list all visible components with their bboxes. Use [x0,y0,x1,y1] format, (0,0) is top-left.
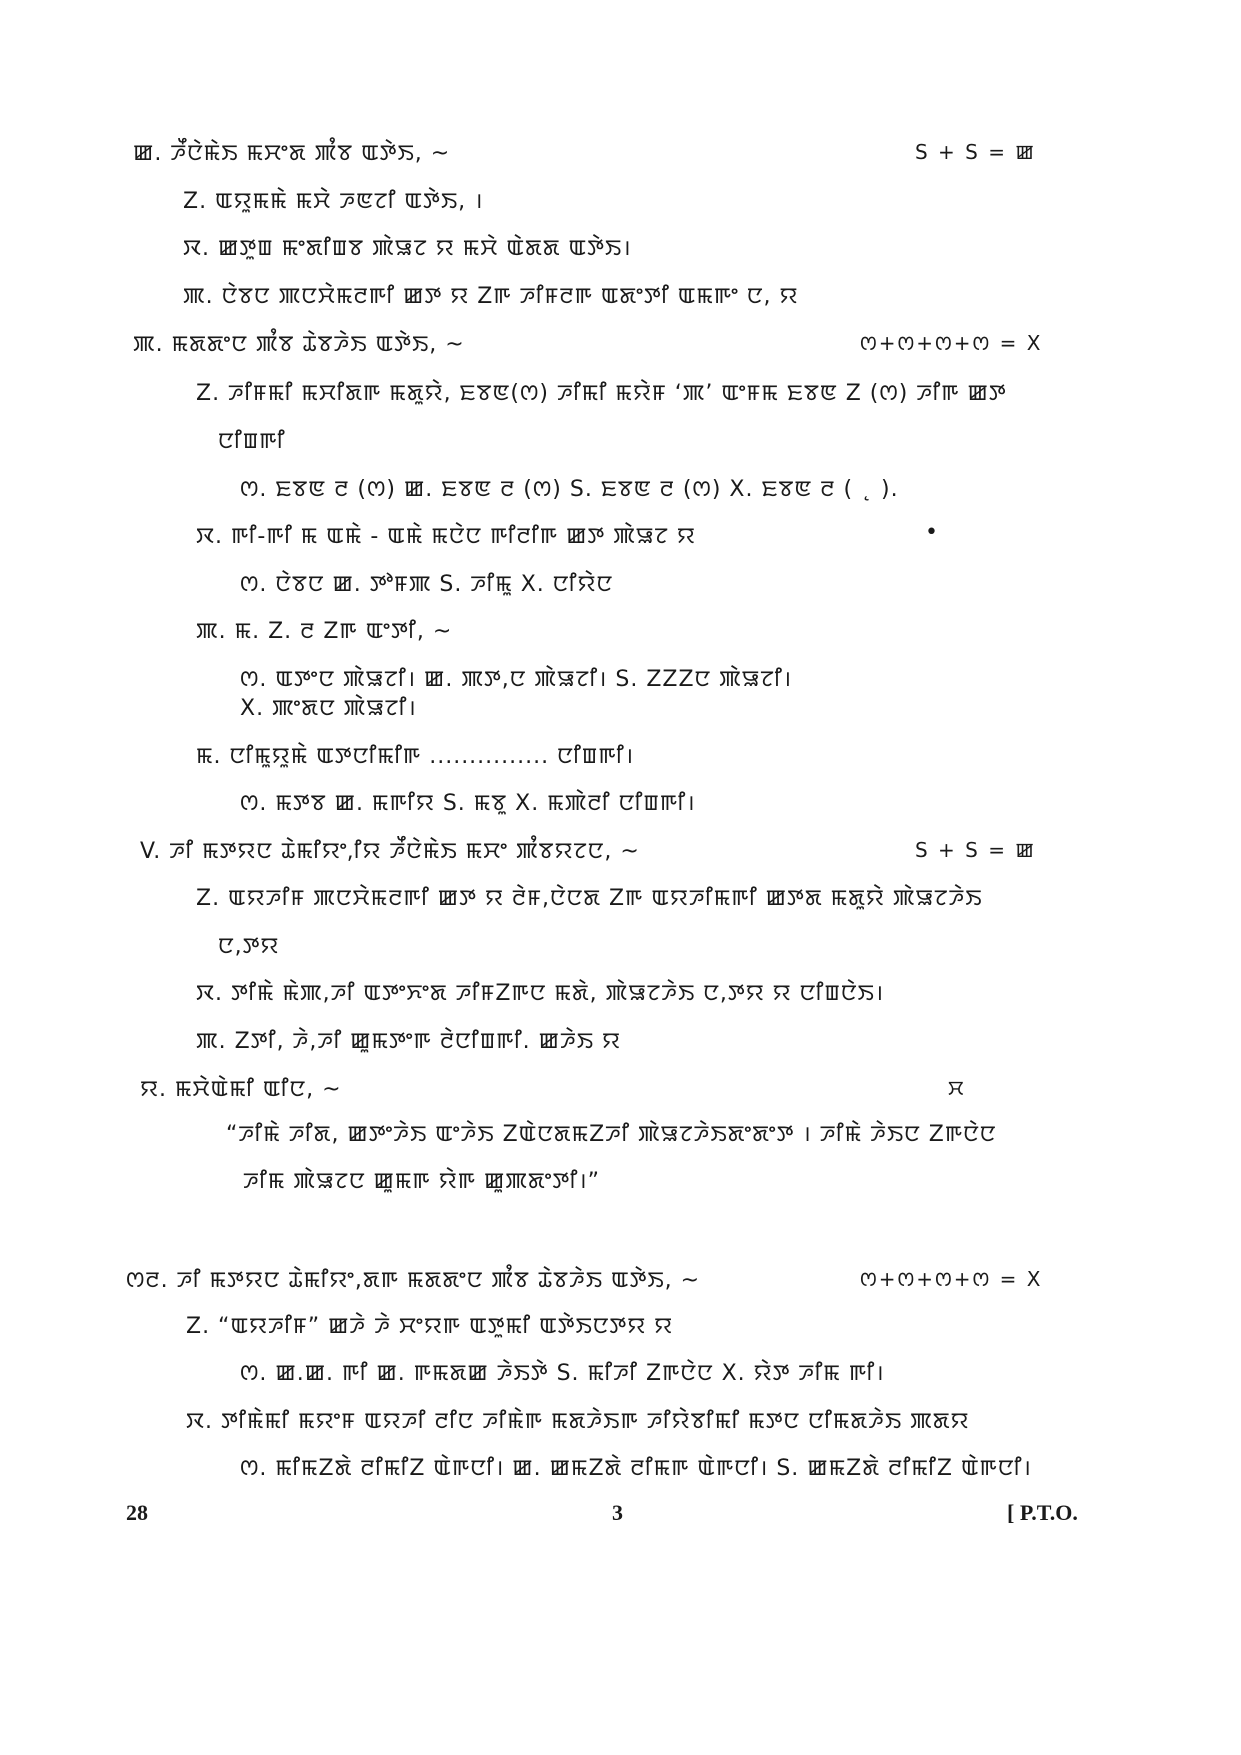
q8-sub1-options: ꯁ. ꯐꯕꯟ ꯂ (ꯁ) ꯀ. ꯐꯕꯟ ꯂ (ꯁ) S. ꯐꯕꯟ ꯂ (ꯁ) X. ꯐꯕꯟ ꯂ ( ˛ ). [240,477,899,502]
q6-prompt: ꯀ. ꯍꯩꯅꯥꯃꯥꯏ ꯃꯆꯦꯗ ꯄꯪꯕ ꯑꯇꯥꯏ, ~ [133,141,451,166]
q10-sub1: Z. “ꯑꯌꯍꯤꯝ” ꯀꯍꯥ ꯍꯥ ꯆꯦꯌꯒ ꯑꯇꯨꯃꯤ ꯑꯇꯥꯏꯅꯇꯌ ꯌ [186,1314,674,1339]
q8-sub1: Z. ꯍꯤꯝꯃꯤ ꯃꯆꯤꯗꯒ ꯃꯗꯨꯌꯥ, ꯐꯕꯟ(ꯁ) ꯍꯤꯃꯤ ꯃꯌꯥꯝ ‘ꯄ’ ꯑꯦꯝꯃ ꯐꯕꯟ Z (ꯁ) ꯍꯤꯒ ꯀꯇ [196,381,1007,406]
q5-marks: S + S = ꯀ [915,838,1036,862]
q10-marks: ꯁ+ꯁ+ꯁ+ꯁ = X [860,1267,1043,1291]
q8-sub2-options: ꯁ. ꯅꯥꯕꯅ ꯀ. ꯇꯣꯝꯄ S. ꯍꯤꯃꯨ X. ꯅꯤꯌꯥꯅ [240,572,614,597]
q10-prompt: ꯁꯂ. ꯍꯤ ꯃꯇꯌꯅ ꯊꯥꯃꯤꯌꯦ,ꯗꯒ ꯃꯗꯗꯦꯅ ꯄꯪꯕ ꯊꯥꯕꯍꯥꯏ ꯑꯇꯥꯏ, ~ [126,1268,701,1293]
footer-code: 28 [126,1500,148,1525]
q10-sub2-options: ꯁ. ꯃꯤꯃZꯗꯥ ꯂꯤꯃꯤZ ꯑꯥꯒꯅꯤ। ꯀ. ꯀꯃZꯗꯥ ꯂꯤꯃꯒ ꯑꯥꯒꯅꯤ। S. ꯀꯃZꯗꯥ ꯂꯤꯃꯤZ ꯑꯥꯒꯅꯤ। [240,1456,1032,1481]
q8-prompt: ꯄ. ꯃꯗꯗꯦꯅ ꯄꯪꯕ ꯊꯥꯕꯍꯥꯏ ꯑꯇꯥꯏ, ~ [133,332,465,357]
q8-sub2: ꯋ. ꯒꯤ-ꯒꯤ ꯃ ꯑꯃꯥ - ꯑꯃꯥ ꯃꯅꯥꯅ ꯒꯤꯂꯤꯒ ꯀꯇ ꯄꯥꯎꯖ ꯌ [196,524,696,549]
q8-sub2-bullet: • [925,520,939,545]
q8-marks: ꯁ+ꯁ+ꯁ+ꯁ = X [860,331,1043,355]
q8-sub3-options-1: ꯁ. ꯑꯇꯦꯅ ꯄꯥꯎꯖꯤ। ꯀ. ꯄꯇ,ꯅ ꯄꯥꯎꯖꯤ। S. ZZZꯅ ꯄꯥꯎꯖꯤ। [240,667,793,692]
q6-item-2: ꯋ. ꯀꯇꯨꯡ ꯃꯦꯗꯤꯡꯕ ꯄꯥꯎꯖ ꯌ ꯃꯆꯥ ꯑꯥꯗꯗ ꯑꯇꯥꯏ। [183,236,632,261]
q8-sub3: ꯄ. ꯃ. Z. ꯂ Zꯒ ꯑꯦꯇꯤ, ~ [196,619,453,644]
q5-item-1: Z. ꯑꯌꯍꯤꯝ ꯄꯅꯆꯥꯃꯂꯒꯤ ꯀꯇ ꯌ ꯂꯥꯝ,ꯅꯥꯅꯗ Zꯒ ꯑꯌꯍꯤꯃꯒꯤ ꯀꯇꯗ ꯃꯗꯨꯌꯥ ꯄꯥꯎꯖꯍꯥꯏ [196,886,983,911]
q6-item-3: ꯄ. ꯅꯥꯕꯅ ꯄꯅꯆꯥꯃꯂꯒꯤ ꯀꯇ ꯌ Zꯒ ꯍꯤꯝꯂꯒ ꯑꯗꯦꯇꯤ ꯑꯃꯒꯦ ꯅ, ꯌ [183,284,799,309]
page-number: 3 [612,1500,623,1525]
q6-marks: S + S = ꯀ [915,140,1036,164]
pto-label: [ P.T.O. [1007,1500,1078,1525]
q10-sub2: ꯋ. ꯇꯤꯃꯥꯃꯤ ꯃꯌꯦꯝ ꯑꯌꯍꯤ ꯂꯤꯅ ꯍꯤꯃꯥꯒ ꯃꯗꯍꯥꯏꯒ ꯍꯤꯌꯥꯕꯤꯃꯤ ꯃꯇꯅ ꯅꯤꯃꯗꯍꯥꯏ ꯄꯗꯌ [186,1409,970,1434]
q5-item-1-cont: ꯅ,ꯇꯌ [218,934,280,959]
q5-item-2: ꯋ. ꯇꯤꯃꯥ ꯃꯥꯄ,ꯍꯤ ꯑꯇꯦꯈꯦꯗ ꯍꯤꯝZꯒꯅ ꯃꯗꯥ, ꯄꯥꯎꯖꯍꯥꯏ ꯅ,ꯇꯌ ꯌ ꯅꯤꯡꯅꯥꯏ। [196,981,885,1006]
q5-item-3: ꯄ. Zꯇꯤ, ꯍꯥ,ꯍꯤ ꯀꯨꯃꯇꯦꯒ ꯂꯥꯅꯤꯡꯒꯤ. ꯀꯍꯥꯏ ꯌ [196,1029,622,1054]
q6-item-1: Z. ꯑꯌꯨꯃꯃꯥ ꯃꯆꯥ ꯍꯟꯖꯤ ꯑꯇꯥꯏ, । [183,189,484,214]
q10-sub1-options: ꯁ. ꯀ.ꯀ. ꯒꯤ ꯀ. ꯒꯃꯗꯀ ꯍꯥꯏꯇꯥ S. ꯃꯤꯍꯤ Zꯒꯅꯥꯅ X. ꯌꯥꯇ ꯍꯤꯃ ꯒꯤ। [240,1361,885,1386]
q8-sub4-options: ꯁ. ꯃꯇꯕ ꯀ. ꯃꯒꯤꯌ S. ꯃꯕꯨ X. ꯃꯄꯥꯂꯤ ꯅꯤꯡꯒꯤ। [240,791,696,816]
q7-prompt: ꯌ. ꯃꯆꯥꯑꯥꯃꯤ ꯑꯤꯅ, ~ [140,1077,342,1102]
q8-sub3-options-2: X. ꯄꯦꯗꯅ ꯄꯥꯎꯖꯤ। [240,696,417,721]
q7-quote-1: “ꯍꯤꯃꯥ ꯍꯤꯗ, ꯀꯇꯦꯍꯥꯏ ꯑꯦꯍꯥꯏ ZꯑꯥꯅꯗꯃZꯍꯤ ꯄꯥꯎꯖꯍꯥꯏꯗꯦꯗꯦꯇ । ꯍꯤꯃꯥ ꯍꯥꯏꯅ Zꯒꯅꯥꯅ [226,1122,997,1147]
q8-sub1-cont: ꯅꯤꯡꯒꯤ [218,429,286,454]
q7-quote-2: ꯍꯤꯃ ꯄꯥꯎꯖꯅ ꯀꯨꯃꯒ ꯌꯥꯒ ꯀꯨꯄꯗꯦꯇꯤ।” [243,1169,601,1194]
q7-marks: ꯆ [948,1076,966,1100]
q8-sub4: ꯃ. ꯅꯤꯃꯨꯌꯨꯃꯥ ꯑꯇꯅꯤꯃꯤꯒ ............... ꯅꯤꯡꯒꯤ। [196,744,635,769]
q5-prompt: V. ꯍꯤ ꯃꯇꯌꯅ ꯊꯥꯃꯤꯌꯦ,ꯤꯌ ꯍꯩꯅꯥꯃꯥꯏ ꯃꯆꯦ ꯄꯪꯕꯌꯖꯅ, ~ [140,839,640,864]
